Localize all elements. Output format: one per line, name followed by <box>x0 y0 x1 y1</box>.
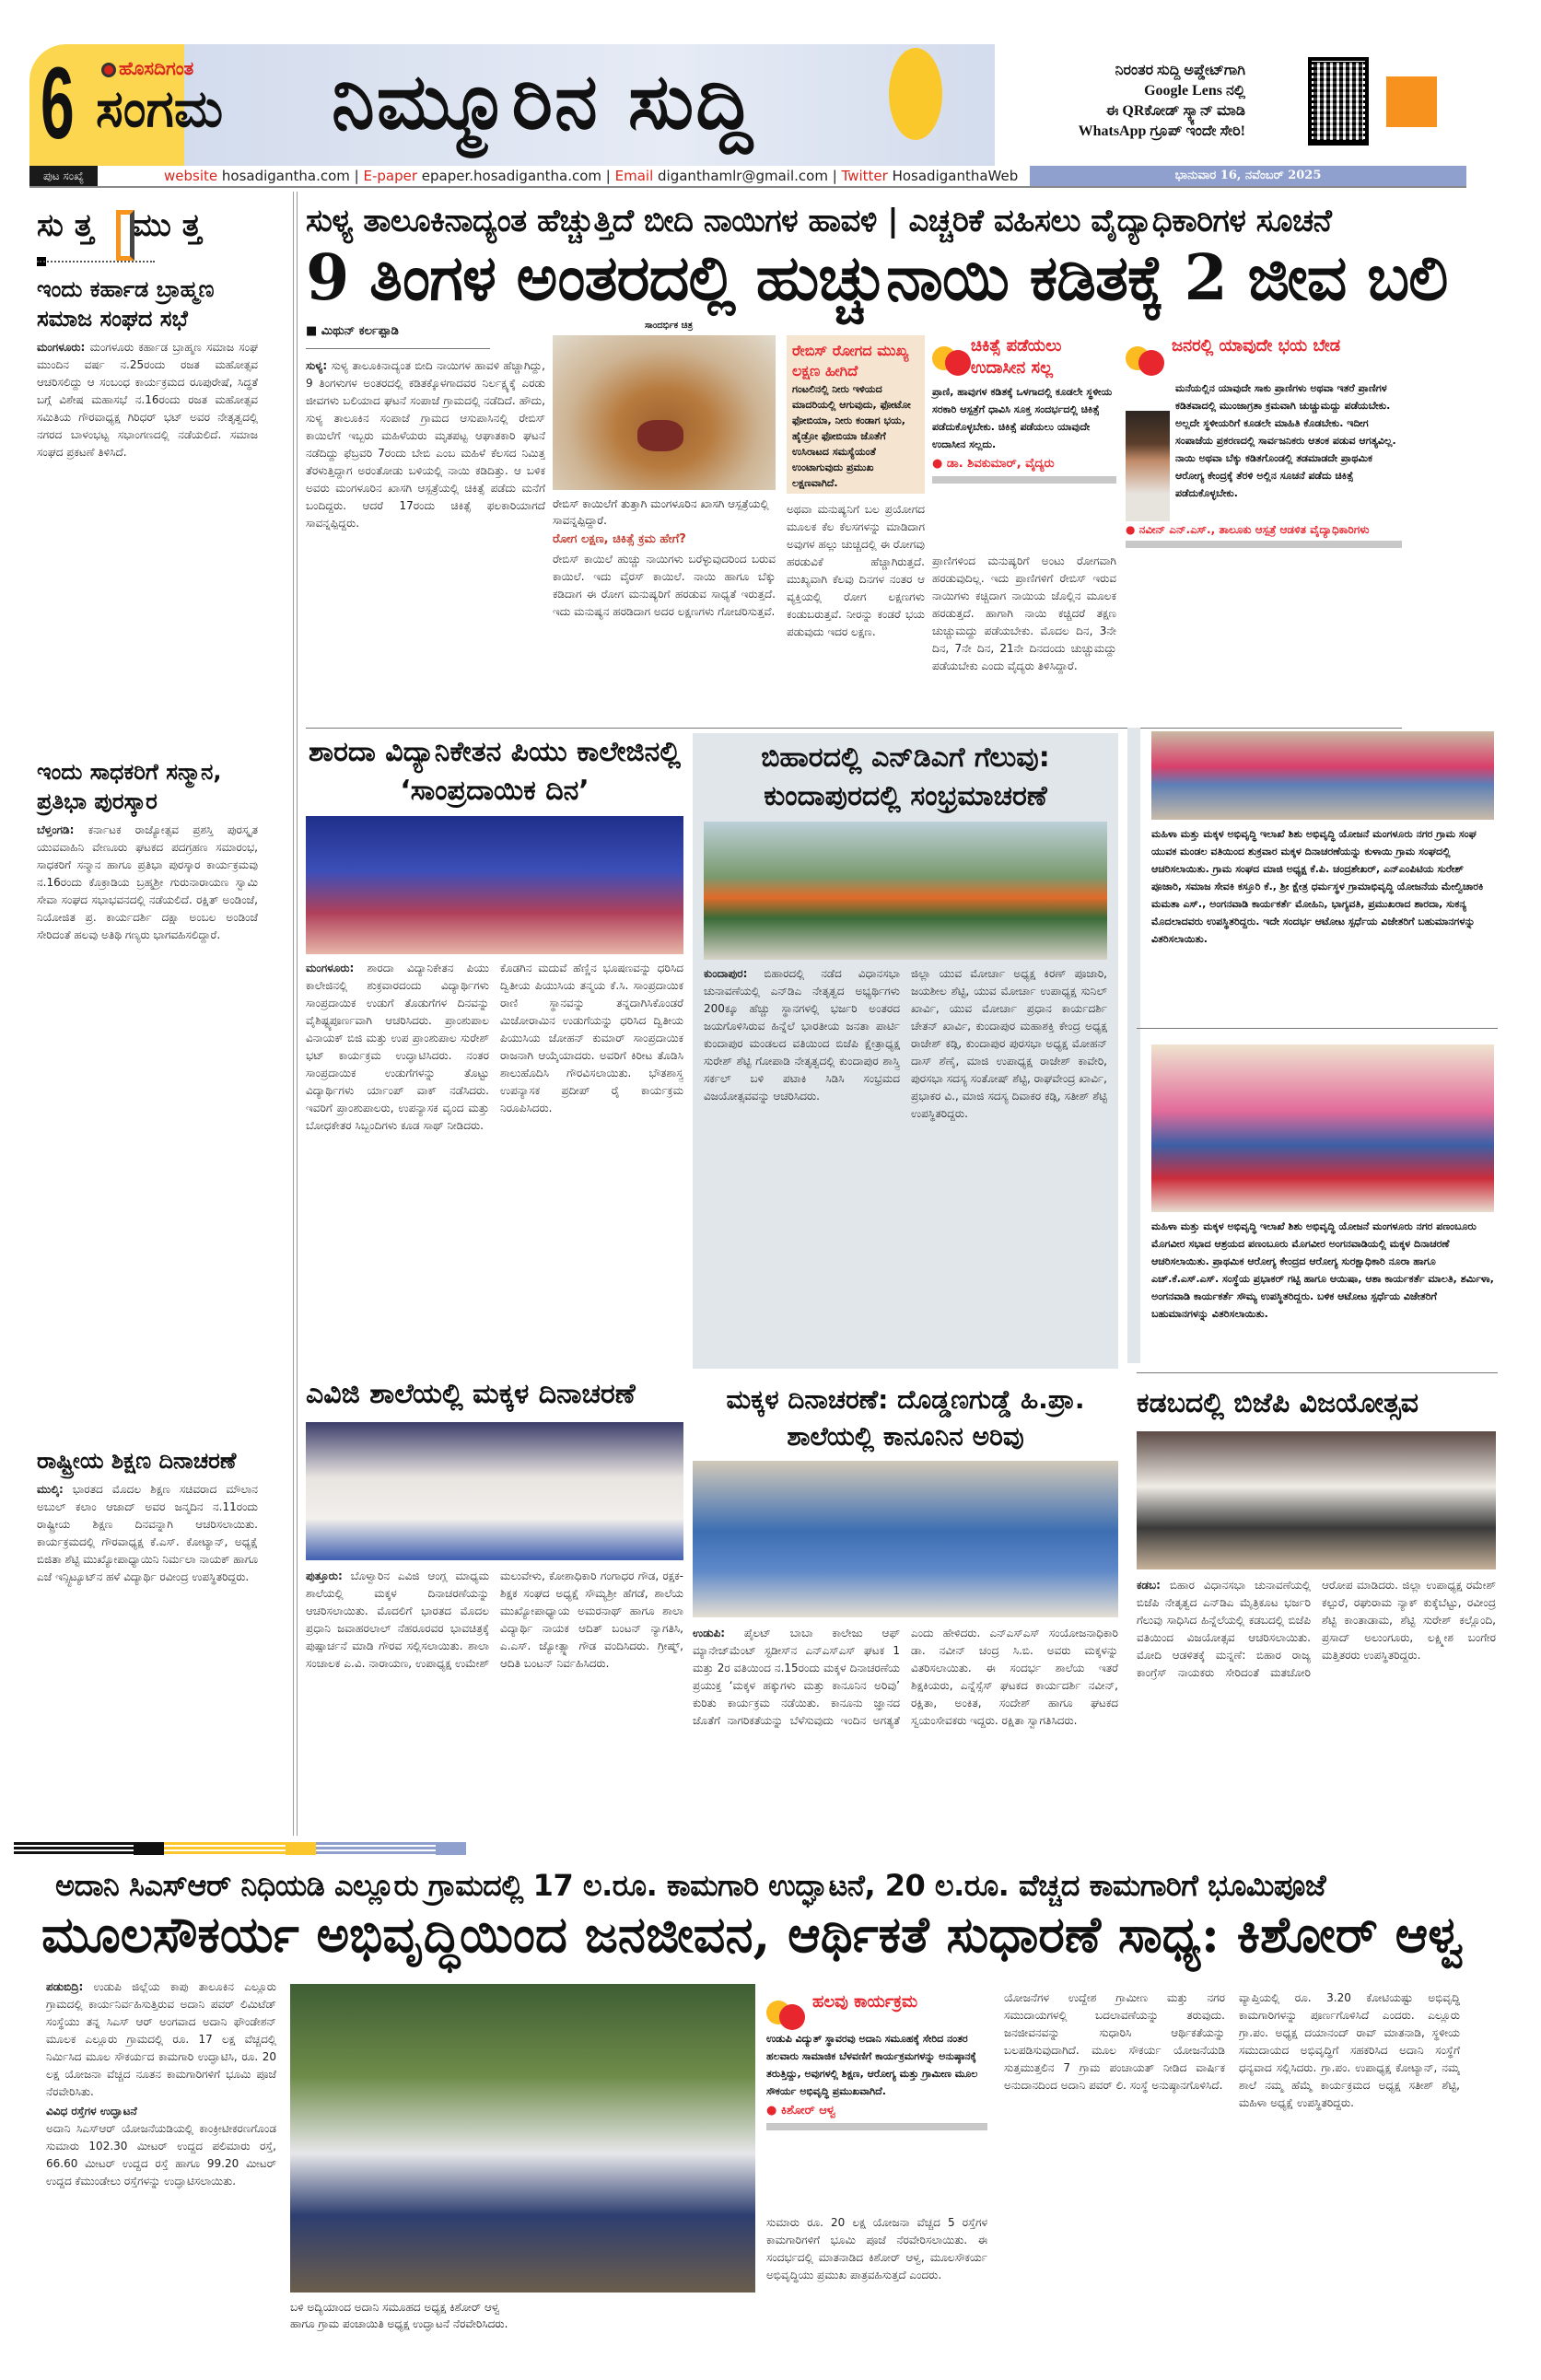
section-color-rule <box>14 1842 1405 1855</box>
section-title: ನಿಮ್ಮೂರಿನ ಸುದ್ದಿ <box>332 55 755 146</box>
story-headline: ಮಕ್ಕಳ ದಿನಾಚರಣೆ: ದೊಡ್ಡಣಗುಡ್ಡೆ ಹಿ.ಪ್ರಾ. ಶಾಲೆಯಲ್ಲಿ ಕಾನೂನಿನ ಅರಿವು <box>726 1384 1085 1452</box>
quote-doctor <box>932 335 1116 484</box>
subsection-heading: ವಿವಿಧ ರಸ್ತೆಗಳ ಉದ್ಘಾಟನೆ <box>46 2105 137 2118</box>
dog-photo <box>553 335 776 490</box>
celebration-photo <box>704 822 1107 960</box>
sun-decoration <box>889 48 942 140</box>
story-text: ಅದಾನಿ ಸಿಎಸ್‌ಆರ್ ಯೋಜನೆಯಡಿಯಲ್ಲಿ ಕಾಂಕ್ರೀಟೀಕರಣಗೊಂಡ ಸುಮಾರು 102.30 ಮೀಟರ್ ಉದ್ದದ ಪಲಿಮಾರು ರಸ್ತೆ, 66.60 ಮೀಟರ್ ಉದ್ದದ ರಸ್ತೆ ಹಾಗೂ 99.20 ಮೀಟರ್ ಉದ್ದದ ಕೆಮುಂಡೇಲು ರಸ್ತೆಗಳನ್ನು ಉದ್ಘಾಟಿಸಲಾಯಿತು. <box>46 2122 276 2188</box>
issue-date: ಭಾನುವಾರ 16, ನವೆಂಬರ್ 2025 <box>1030 166 1466 186</box>
quote-officer <box>1126 335 1402 548</box>
epaper-label: E-paper <box>363 168 418 184</box>
victory-photo <box>1137 1431 1496 1569</box>
website-link[interactable]: hosadigantha.com <box>221 168 350 184</box>
lead-body-2: ರೇಬಿಸ್ ಕಾಯಿಲೆ ಹುಚ್ಚು ನಾಯಿಗಳು ಬರೆಳ್ಳುವುದರಿಂದ ಬರುವ ಕಾಯಿಲೆ. ಇದು ವೈರಸ್ ಕಾಯಿಲೆ. ನಾಯಿ ಹಾಗೂ ಬೆಕ್ಕು ಕಡಿದಾಗ ಈ ರೋಗ ಮನುಷ್ಯರಿಗೆ ಹರಡುವ ಸಾಧ್ಯತೆ ಇರುತ್ತದೆ. ಇದು ಮನುಷ್ಯನ ಹರಡಿದಾಗ ಅದರ ಲಕ್ಷಣಗಳು ಗೋಚರಿಸುತ್ತವೆ. <box>553 553 776 618</box>
dateline: ಕುಂದಾಪುರ: <box>704 967 748 980</box>
anganwadi-item-2 <box>1151 1044 1494 1323</box>
door-icon <box>116 210 134 261</box>
school-photo <box>306 1422 683 1560</box>
story-text: ಬೊಳ್ವಾರಿನ ಎವಿಜಿ ಆಂಗ್ಲ ಮಾಧ್ಯಮ ಶಾಲೆಯಲ್ಲಿ ಮಕ್ಕಳ ದಿನಾಚರಣೆಯನ್ನು ಆಚರಿಸಲಾಯಿತು. ಮೊದಲಿಗೆ ಭಾರತದ ಮೊದಲ ಪ್ರಧಾನಿ ಜವಾಹರಲಾಲ್ ನೆಹರೂರವರ ಭಾವಚಿತ್ರಕ್ಕೆ ಪುಷ್ಪಾರ್ಚನೆ ಮಾಡಿ ಗೌರವ ಸಲ್ಲಿಸಲಾಯಿತು. ಶಾಲಾ ಸಂಚಾಲಕ ಎ.ವಿ. ನಾರಾಯಣ, ಉಪಾಧ್ಯಕ್ಷ ಉಮೇಶ್ ಮಲುವೇಳು, ಕೋಶಾಧಿಕಾರಿ ಗಂಗಾಧರ ಗೌಡ, ರಕ್ಷಕ-ಶಿಕ್ಷಕ ಸಂಘದ ಅಧ್ಯಕ್ಷೆ ಸೌಮ್ಯಶ್ರೀ ಹೆಗಡೆ, ಶಾಲೆಯ ಮುಖ್ಯೋಪಾಧ್ಯಾಯ ಅಮರನಾಥ್ ಹಾಗೂ ಶಾಲಾ ವಿದ್ಯಾರ್ಥಿ ನಾಯಕ ಆದಿತ್ ಬಂಟನ್ ನ್ಯಾಗತಿಸಿ, ಎ.ಎಸ್. ಜ್ಯೋತ್ಸ್ನಾ ಗೌಡ ವಂದಿಸಿದರು. ಗ್ರೀಷ್ಮ್, ಆದಿತಿ ಬಂಟನ್ ನಿರ್ವಹಿಸಿದರು. <box>306 1569 683 1670</box>
quote-title: ಚಿಕಿತ್ಸೆ ಪಡೆಯಲು ಉದಾಸೀನ ಸಲ್ಲ <box>970 336 1062 378</box>
dateline: ಮಂಗಳೂರು: <box>306 962 355 974</box>
dateline: ಮುಲ್ಕಿ: <box>37 1483 64 1496</box>
bottom-body <box>46 1978 276 2365</box>
dog-mouth <box>637 420 683 451</box>
supplement-name: ಸಂಗಮ <box>96 79 224 139</box>
quote-icon <box>1126 335 1166 376</box>
story-body <box>1137 1577 1496 1853</box>
dateline: ಮಂಗಳೂರು: <box>37 341 86 354</box>
story-kadaba <box>1137 1382 1496 1853</box>
qr-prompt-line: Google Lens ನಲ್ಲಿ <box>1144 83 1245 99</box>
story-bihar <box>693 733 1118 1369</box>
quote-icon <box>766 1989 807 2030</box>
divider <box>306 728 1402 729</box>
paper-tag: ಪುಟ ಸಂಖ್ಯೆ <box>29 166 98 186</box>
box-title: ರೇಬಿಸ್ ರೋಗದ ಮುಖ್ಯ ಲಕ್ಷಣ ಹೀಗಿದೆ <box>792 342 909 379</box>
qr-prompt-line: WhatsApp ಗ್ರೂಪ್ ಇಂದೇ ಸೇರಿ! <box>1078 123 1245 139</box>
bottom-headline: ಮೂಲಸೌಕರ್ಯ ಅಭಿವೃದ್ಧಿಯಿಂದ ಜನಜೀವನ, ಆರ್ಥಿಕತೆ ಸುಧಾರಣೆ ಸಾಧ್ಯ: ಕಿಶೋರ್ ಆಳ್ವ <box>41 1905 1465 1964</box>
left-story-3 <box>37 1446 258 1586</box>
story-headline: ರಾಷ್ಟ್ರೀಯ ಶಿಕ್ಷಣ ದಿನಾಚರಣೆ <box>37 1448 237 1474</box>
dateline: ಪಡುಬಿದ್ರಿ: <box>46 1980 84 1993</box>
qr-prompt <box>1041 61 1245 142</box>
story-headline: ಇಂದು ಕರ್ಹಾಡ ಬ್ರಾಹ್ಮಣ ಸಮಾಜ ಸಂಘದ ಸಭೆ <box>37 276 215 332</box>
story-text: ಶಾರದಾ ವಿದ್ಯಾನಿಕೇತನ ಪಿಯು ಕಾಲೇಜಿನಲ್ಲಿ ಶುಕ್ರವಾರದಂದು ವಿದ್ಯಾರ್ಥಿಗಳು ಸಾಂಪ್ರದಾಯಿಕ ಉಡುಗೆ ತೊಡುಗೆಗಳ ದಿನವನ್ನು ವೈಶಿಷ್ಟ್ಯಪೂರ್ಣವಾಗಿ ಆಚರಿಸಿದರು. ಪ್ರಾಂಶುಪಾಲ ವಿನಾಯಕ್ ಬಿಜಿ ಮತ್ತು ಉಪ ಪ್ರಾಂಶುಪಾಲ ಸುರೇಶ್ ಭಟ್ ಕಾರ್ಯಕ್ರಮ ಉದ್ಘಾಟಿಸಿದರು. ನಂತರ ಸಾಂಪ್ರದಾಯಿಕ ಉಡುಗೆಗಳನ್ನು ತೊಟ್ಟು ವಿದ್ಯಾರ್ಥಿಗಳು ರ್ಯಾಂಪ್ ವಾಕ್ ನಡೆಸಿದರು. ಇವರಿಗೆ ಪ್ರಾಂಶುಪಾಲರು, ಉಪನ್ಯಾಸಕ ವೃಂದ ಮತ್ತು ಬೋಧಕೇತರ ಸಿಬ್ಬಂದಿಗಳು ಕೂಡ ಸಾಥ್ ನೀಡಿದರು. <box>306 962 489 1132</box>
divider <box>932 476 1116 484</box>
qr-prompt-line: ಈ QRಕೋಡ್ ಸ್ಕ್ಯಾನ್ ಮಾಡಿ <box>1105 103 1245 119</box>
lead-body-3: ಅಥವಾ ಮನುಷ್ಯನಿಗೆ ಬಲ ಪ್ರಯೋಗದ ಮೂಲಕ ಕೆಲ ಕೆಲಸಗಳನ್ನು ಮಾಡಿದಾಗ ಅವುಗಳ ಹಲ್ಲು ಚುಚ್ಚಿದಲ್ಲಿ ಈ ರೋಗವು ಹರಡುವಿಕೆ ಹೆಚ್ಚಾಗಿರುತ್ತದೆ. ಮುಖ್ಯವಾಗಿ ಕೆಲವು ದಿನಗಳ ನಂತರ ಆ ವ್ಯಕ್ತಿಯಲ್ಲಿ ರೋಗ ಲಕ್ಷಣಗಳು ಕಂಡುಬರುತ್ತವೆ. ನೀರನ್ನು ಕಂಡರೆ ಭಯ ಪಡುವುದು ಇದರ ಲಕ್ಷಣ. <box>787 503 925 638</box>
bottom-body-5: ವ್ಯಾಪ್ತಿಯಲ್ಲಿ ರೂ. 3.20 ಕೋಟಿಯಷ್ಟು ಅಭಿವೃದ್ಧಿ ಕಾಮಗಾರಿಗಳನ್ನು ಪೂರ್ಣಗೊಳಿಸಿದೆ ಎಂದರು. ಎಲ್ಲೂರು ಗ್ರಾ.ಪಂ. ಅಧ್ಯಕ್ಷ ದಯಾನಂದ್ ರಾವ್ ಮಾತನಾಡಿ, ಸ್ಥಳೀಯ ಸಮುದಾಯದ ಅಭಿವೃದ್ಧಿಗೆ ಸಹಕರಿಸಿದ ಅದಾನಿ ಸಂಸ್ಥೆಗೆ ಧನ್ಯವಾದ ಸಲ್ಲಿಸಿದರು. ಗ್ರಾ.ಪಂ. ಉಪಾಧ್ಯಕ್ಷ ಕೋಟ್ಯಾನ್, ನಮ್ಮ ಶಾಲೆ ನಮ್ಮ ಹೆಮ್ಮೆ ಕಾರ್ಯಕ್ರಮದ ಅಧ್ಯಕ್ಷ ಸತೀಶ್ ಶೆಟ್ಟಿ, ಮಹಿಳಾ ಅಧ್ಯಕ್ಷೆ ಉಪಸ್ಥಿತರಿದ್ದರು. <box>1239 1991 1460 2109</box>
quote-title: ಹಲವು ಕಾರ್ಯಕ್ರಮ <box>812 1992 918 2012</box>
story-sharada <box>306 733 683 1241</box>
children-photo <box>1151 1044 1494 1212</box>
dateline: ಉಡುಪಿ: <box>693 1627 726 1639</box>
story-headline: ಬಿಹಾರದಲ್ಲಿ ಎನ್‌ಡಿಎಗೆ ಗೆಲುವು: ಕುಂದಾಪುರದಲ್ಲಿ ಸಂಭ್ರಮಾಚರಣೆ <box>761 741 1050 812</box>
photo-caption: ಬಳಿ ಅದ್ಯಿಯಾಂದ ಅದಾನಿ ಸಮೂಹದ ಅಧ್ಯಕ್ಷ ಕಿಶೋರ್ ಆಳ್ವ ಹಾಗೂ ಗ್ರಾಮ ಪಂಚಾಯಿತಿ ಅಧ್ಯಕ್ಷ ಉದ್ಘಾಟನೆ ನೆರವೇರಿಸಿದರು. <box>290 2301 508 2330</box>
story-headline: ಕಡಬದಲ್ಲಿ ಬಿಜೆಪಿ ವಿಜಯೋತ್ಸವ <box>1137 1387 1419 1419</box>
subsection-heading: ರೋಗ ಲಕ್ಷಣ, ಚಿಕಿತ್ಸೆ ಕ್ರಮ ಹೇಗೆ? <box>553 532 686 546</box>
qr-prompt-line: ನಿರಂತರ ಸುದ್ದಿ ಅಪ್ಡೇಟ್‌ಗಾಗಿ <box>1115 63 1245 78</box>
email-label: Email <box>614 168 654 184</box>
logo-right: ಮು ತ್ತ <box>131 207 202 244</box>
story-doddanagudde <box>693 1382 1118 1869</box>
dateline: ಬೆಳ್ತಂಗಡಿ: <box>37 823 75 836</box>
children-photo <box>1151 731 1494 820</box>
logo-icon <box>101 63 116 77</box>
photo-credit: ಸಾಂದರ್ಭಿಕ ಚಿತ್ರ <box>645 321 694 331</box>
story-text: ಭಾರತದ ಮೊದಲ ಶಿಕ್ಷಣ ಸಚಿವರಾದ ಮೌಲಾನ ಅಬುಲ್ ಕಲಾಂ ಆಜಾದ್ ಅವರ ಜನ್ಮದಿನ ನ.11ರಂದು ರಾಷ್ಟ್ರೀಯ ಶಿಕ್ಷಣ ದಿನವನ್ನಾಗಿ ಆಚರಿಸಲಾಯಿತು. ಕಾರ್ಯಕ್ರಮದಲ್ಲಿ ಗೌರವಾಧ್ಯಕ್ಷ ಕೆ.ಎಸ್. ಕೋಟ್ಯಾನ್, ಅಧ್ಯಕ್ಷೆ ಬಿಜಿತಾ ಶೆಟ್ಟಿ ಮುಖ್ಯೋಪಾಧ್ಯಾಯಿನಿ ನಿರ್ಮಲಾ ನಾಯಕ್ ಹಾಗೂ ಎಜೆ ಇನ್ಸ್ಟಿಟ್ಯೂಟ್‌ನ ಹಳೆ ವಿದ್ಯಾರ್ಥಿ ರವೀಂದ್ರ ಉಪಸ್ಥಿತರಿದ್ದರು. <box>37 1483 258 1583</box>
quote-attribution: ● ಕಿಶೋರ್ ಆಳ್ವ <box>766 2104 836 2118</box>
bottom-body-3: ಸುಮಾರು ರೂ. 20 ಲಕ್ಷ ಯೋಜನಾ ವೆಚ್ಚದ 5 ರಸ್ತೆಗಳ ಕಾಮಗಾರಿಗಳಿಗೆ ಭೂಮಿ ಪೂಜೆ ನೆರವೇರಿಸಲಾಯಿತು. ಈ ಸಂದರ್ಭದಲ್ಲಿ ಮಾತನಾಡಿದ ಕಿಶೋರ್ ಆಳ್ವ, ಮೂಲಸೌಕರ್ಯ ಅಭಿವೃದ್ಧಿಯು ಪ್ರಮುಖ ಪಾತ್ರವಹಿಸುತ್ತದೆ ಎಂದರು. <box>766 2216 987 2281</box>
story-text: ಬಿಹಾರದಲ್ಲಿ ನಡೆದ ವಿಧಾನಸಭಾ ಚುನಾವಣೆಯಲ್ಲಿ ಎನ್‌ಡಿಎ ನೇತೃತ್ವದ ಅಭ್ಯರ್ಥಿಗಳು 200ಕ್ಕೂ ಹೆಚ್ಚು ಸ್ಥಾನಗಳಲ್ಲಿ ಭರ್ಜರಿ ಅಂತರದ ಜಯಗೊಳಿಸಿರುವ ಹಿನ್ನೆಲೆ ಭಾರತೀಯ ಜನತಾ ಪಾರ್ಟಿ ಕುಂದಾಪುರ ಮಂಡಲದ ವತಿಯಿಂದ ಬಿಜೆಪಿ ಕ್ಷೇತ್ರಾಧ್ಯಕ್ಷ ಸುರೇಶ್ ಶೆಟ್ಟಿ ಗೋಪಾಡಿ ನೇತೃತ್ವದಲ್ಲಿ ಕುಂದಾಪುರ ಶಾಸ್ತ್ರಿ ಸರ್ಕಲ್ ಬಳಿ ಪಟಾಕಿ ಸಿಡಿಸಿ ಸಂಭ್ರಮದ ವಿಜಯೋತ್ಸವವನ್ನು ಆಚರಿಸಿದರು. <box>704 967 900 1102</box>
inauguration-photo <box>290 1984 755 2292</box>
quote-text: ಪ್ರಾಣಿ, ಹಾವುಗಳ ಕಡಿತಕ್ಕೆ ಒಳಗಾದಲ್ಲಿ ಕೂಡಲೇ ಸ್ಥಳೀಯ ಸರಕಾರಿ ಆಸ್ಪತ್ರೆಗೆ ಧಾವಿಸಿ ಸೂಕ್ತ ಸಂದರ್ಭದಲ್ಲಿ ಚಿಕಿತ್ಸೆ ಪಡೆದುಕೊಳ್ಳಬೇಕು. ಚಿಕಿತ್ಸೆ ಪಡೆಯಲು ಯಾವುದೇ ಉದಾಸೀನ ಸಲ್ಲದು. <box>932 386 1113 450</box>
suttamutta-logo <box>37 207 267 267</box>
story-text: ಪೈಲಟ್ ಬಾಬಾ ಕಾಲೇಜು ಆಫ್ ಮ್ಯಾನೇಜ್‌ಮೆಂಟ್ ಸ್ಟಡೀಸ್‌ನ ಎನ್‌ಎಸ್‌ಎಸ್ ಘಟಕ 1 ಮತ್ತು 2ರ ವತಿಯಿಂದ ನ.15ರಂದು ಮಕ್ಕಳ ದಿನಾಚರಣೆಯ ಪ್ರಯುಕ್ತ ‘ಮಕ್ಕಳ ಹಕ್ಕುಗಳು ಮತ್ತು ಕಾನೂನಿನ ಅರಿವು’ ಕುರಿತು ಕಾರ್ಯಕ್ರಮ ನಡೆಯಿತು. ಕಾನೂನು ಜ್ಞಾನದ ಜೊತೆಗೆ ನಾಗರಿಕತೆಯನ್ನು ಬೆಳೆಸುವುದು ಇಂದಿನ ಅಗತ್ಯತೆ ಎಂದು ಹೇಳಿದರು. ಎನ್‌ಎಸ್‌ಎಸ್ ಸಂಯೋಜನಾಧಿಕಾರಿ ಡಾ. ನವೀನ್ ಚಂದ್ರ ಸಿ.ಬಿ. ಅವರು ಮಕ್ಕಳನ್ನು ವಿತರಿಸಲಾಯಿತು. ಈ ಸಂದರ್ಭ ಶಾಲೆಯ ಇತರೆ ಶಿಕ್ಷಕಿಯರು, ಎನ್ನೆಸ್ಸೆಸ್ ಘಟಕದ ಕಾರ್ಯದರ್ಶಿ ನವೀನ್, ರಕ್ಷಿತಾ, ಅಂಕಿತ, ಸಂದೇಶ್ ಹಾಗೂ ಘಟಕದ ಸ್ವಯಂಸೇವಕರು ಇದ್ದರು. ರಕ್ಷಿತಾ ಸ್ವಾಗತಿಸಿದರು. <box>693 1627 1118 1727</box>
divider <box>29 186 1466 188</box>
story-headline: ಶಾರದಾ ವಿದ್ಯಾನಿಕೇತನ ಪಿಯು ಕಾಲೇಜಿನಲ್ಲಿ ‘ಸಾಂಪ್ರದಾಯಿಕ ದಿನ’ <box>308 736 682 807</box>
story-body <box>37 822 258 944</box>
divider <box>1137 1372 1498 1373</box>
story-text: ಸುಳ್ಯ ತಾಲೂಕಿನಾದ್ಯಂತ ಬೀದಿ ನಾಯಿಗಳ ಹಾವಳಿ ಹೆಚ್ಚಾಗಿದ್ದು, 9 ತಿಂಗಳುಗಳ ಅಂತರದಲ್ಲಿ ಕಡಿತಕ್ಕೊಳಗಾದವರ ನಿರ್ಲಕ್ಷ್ಯಕ್ಕೆ ಎರಡು ಜೀವಗಳು ಬಲಿಯಾದ ಘಟನೆ ಸಂಪಾಜೆ ಗ್ರಾಮದಲ್ಲಿ ನಡೆದಿದೆ. ಹೌದು, ಸುಳ್ಯ ತಾಲೂಕಿನ ಸಂಪಾಜೆ ಗ್ರಾಮದ ಆಸುಪಾಸಿನಲ್ಲಿ ರೇಬಿಸ್ ಕಾಯಿಲೆಗೆ ಇಬ್ಬರು ಮಹಿಳೆಯರು ಮೃತಪಟ್ಟ ಆಘಾತಕಾರಿ ಘಟನೆ ನಡೆದಿದ್ದು ಫೆಬ್ರವರಿ 7ರಂದು ಬೇಬಿ ಎಂಬ ಮಹಿಳೆ ಕೆಲಸದ ನಿಮಿತ್ತ ತೆರಳುತ್ತಿದ್ದಾಗ ಅರಂತೋಡು ಬಳಿಯಲ್ಲಿ ನಾಯಿ ಕಡಿದಿತ್ತು. ಆ ಬಳಿಕ ಅವರು ಮಂಗಳೂರಿನ ಖಾಸಗಿ ಆಸ್ಪತ್ರೆಯಲ್ಲಿ ಚಿಕಿತ್ಸೆ ಪಡೆದು ಮನೆಗೆ ಬಂದಿದ್ದರು. ಆದರೆ 17ರಂದು ಚಿಕಿತ್ಸೆ ಫಲಕಾರಿಯಾಗದೆ ಸಾವನ್ನಪ್ಪಿದ್ದರು. <box>306 359 545 530</box>
quote-title: ಜನರಲ್ಲಿ ಯಾವುದೇ ಭಯ ಬೇಡ <box>1172 336 1341 356</box>
column-divider <box>293 192 298 1836</box>
attribution-text: ನವೀನ್ ಎನ್.ಎಸ್., ತಾಲೂಕು ಆಸ್ಪತ್ರೆ ಆಡಳಿತ ವೈದ್ಯಾಧಿಕಾರಿಗಳು <box>1138 523 1370 536</box>
logo-left: ಸು ತ್ತ <box>37 207 94 244</box>
photo-caption: ಮಹಿಳಾ ಮತ್ತು ಮಕ್ಕಳ ಅಭಿವೃದ್ಧಿ ಇಲಾಖೆ ಶಿಶು ಅಭಿವೃದ್ಧಿ ಯೋಜನೆ ಮಂಗಳೂರು ನಗರ ಪಣಂಬೂರು ಮೊಗವೀರ ಸಭಾದ ಆಶ್ರಯದ ಪಣಂಬೂರು ಮೊಗವೀರ ಅಂಗನವಾಡಿಯಲ್ಲಿ ಮಕ್ಕಳ ದಿನಾಚರಣೆ ಆಚರಿಸಲಾಯಿತು. ಪ್ರಾಥಮಿಕ ಆರೋಗ್ಯ ಕೇಂದ್ರದ ಆರೋಗ್ಯ ಸುರಕ್ಷಾಧಿಕಾರಿ ನೂರಾ ಹಾಗೂ ಎಚ್.ಕೆ.ಎಸ್.ಎಸ್. ಸಂಸ್ಥೆಯ ಪ್ರಭಾಕರ್ ಗಟ್ಟಿ ಹಾಗೂ ಆಯಿಷಾ, ಆಶಾ ಕಾರ್ಯಕರ್ತೆ ಮಾಲತಿ, ಶರ್ಮಿಳಾ, ಅಂಗನವಾಡಿ ಕಾರ್ಯಕರ್ತೆ ಸೌಮ್ಯ ಉಪಸ್ಥಿತರಿದ್ದರು. ಬಳಿಕ ಆಟೋಟ ಸ್ಪರ್ಧೆಯ ವಿಜೇತರಿಗೆ ಬಹುಮಾನಗಳನ್ನು ವಿತರಿಸಲಾಯಿತು. <box>1151 1220 1494 1320</box>
story-text: ಕರ್ನಾಟಕ ರಾಜ್ಯೋತ್ಸವ ಪ್ರಶಸ್ತಿ ಪುರಸ್ಕೃತ ಯುವವಾಹಿನಿ ವೇಣೂರು ಘಟಕದ ಪದಗ್ರಹಣ ಸಮಾರಂಭ, ಸಾಧಕರಿಗೆ ಸನ್ಮಾನ ಹಾಗೂ ಪ್ರತಿಭಾ ಪುರಸ್ಕಾರ ಕಾರ್ಯಕ್ರಮವು ನ.16ರಂದು ಕೊಕ್ರಾಡಿಯ ಬ್ರಹ್ಮಶ್ರೀ ಗುರುನಾರಾಯಣ ಸ್ವಾಮಿ ಸೇವಾ ಸಂಘದ ಸಭಾಭವನದಲ್ಲಿ ನಡೆಯಲಿದೆ. ರಕ್ಷಿತ್ ಅಂಡಿಂಜೆ, ನಿಯೋಜಿತ ಪ್ರ. ಕಾರ್ಯದರ್ಶಿ ದಕ್ಷಾ ಅಂಬಲ ಅಂಡಿಂಜೆ ಸೇರಿದಂತೆ ಹಲವು ಅತಿಥಿ ಗಣ್ಯರು ಭಾಗವಹಿಸಲಿದ್ದಾರೆ. <box>37 823 258 941</box>
story-text: ಬಿಹಾರ ವಿಧಾನಸಭಾ ಚುನಾವಣೆಯಲ್ಲಿ ಬಿಜೆಪಿ ನೇತೃತ್ವದ ಎನ್‌ಡಿಎ ಮೈತ್ರಿಕೂಟ ಭರ್ಜರಿ ಗೆಲುವು ಸಾಧಿಸಿದ ಹಿನ್ನೆಲೆಯಲ್ಲಿ ಕಡಬದಲ್ಲಿ ಬಿಜೆಪಿ ವತಿಯಿಂದ ವಿಜಯೋತ್ಸವ ಆಚರಿಸಲಾಯಿತು. ಮೋದಿ ಆಡಳಿತಕ್ಕೆ ಮನ್ನಣೆ: ಬಿಹಾರ ರಾಜ್ಯ ಕಾಂಗ್ರೆಸ್ ನಾಯಕರು ಸೇರಿದಂತೆ ಮತಚೋರಿ ಆರೋಪ ಮಾಡಿದರು. ಜಿಲ್ಲಾ ಉಪಾಧ್ಯಕ್ಷ ರಮೇಶ್ ಕಲ್ಪುರೆ, ರಘುರಾಮ ನ್ಯಾಕ್ ಕುಕ್ಕೆಬೆಟ್ಟು, ರವೀಂದ್ರ ಶೆಟ್ಟಿ ಕಾಂತಾಡಾಮ, ಶೆಟ್ಟಿ ಸುರೇಶ್ ಕಲ್ಲೊಂದಿ, ಪ್ರಸಾದ್ ಅಲುಂಗೂರು, ಲಕ್ಷ್ಮೀಶ ಬಂಗೇರ ಮತ್ತಿತರರು ಉಪಸ್ಥಿತರಿದ್ದರು. <box>1137 1579 1496 1679</box>
story-headline: ಇಂದು ಸಾಧಕರಿಗೆ ಸನ್ಮಾನ, ಪ್ರತಿಭಾ ಪುರಸ್ಕಾರ <box>37 759 222 814</box>
epaper-link[interactable]: epaper.hosadigantha.com <box>421 168 602 184</box>
quote-attribution: ● ನವೀನ್ ಎನ್.ಎಸ್., ತಾಲೂಕು ಆಸ್ಪತ್ರೆ ಆಡಳಿತ ವೈದ್ಯಾಧಿಕಾರಿಗಳು <box>1126 523 1370 536</box>
email-link[interactable]: diganthamlr@gmail.com <box>658 168 828 184</box>
officer-photo <box>1126 411 1170 521</box>
story-text: ಮಂಗಳೂರು ಕರ್ಹಾಡ ಬ್ರಾಹ್ಮಣ ಸಮಾಜ ಸಂಘ ಮುಂದಿನ ವರ್ಷ ನ.25ರಂದು ರಜತ ಮಹೋತ್ಸವ ಆಚರಿಸಲಿದ್ದು ಆ ಸಂಬಂಧ ಕಾರ್ಯಕ್ರಮದ ರೂಪುರೇಷೆ, ಸಿದ್ಧತೆ ಬಗ್ಗೆ ವಿಶೇಷ ಮಹಾಸಭೆ ನ.16ರಂದು ರಜತ ಮಹೋತ್ಸವ ಸಮಿತಿಯ ಗೌರವಾಧ್ಯಕ್ಷ ಗಿರಿಧರ್ ಭಟ್ ಅವರ ನೇತೃತ್ವದಲ್ಲಿ ನಗರದ ಬಾಳಂಭಟ್ಟ ಸಭಾಂಗಣದಲ್ಲಿ ನಡೆಯಲಿದೆ. ಸಮಾಜ ಸಂಘದ ಪ್ರಕಟಣೆ ತಿಳಿಸಿದೆ. <box>37 341 258 459</box>
dateline: ಕಡಬ: <box>1137 1579 1161 1592</box>
dateline: ಪುತ್ತೂರು: <box>306 1569 343 1582</box>
story-avg-school <box>306 1372 683 1853</box>
story-body-2: ಕೊಡಗಿನ ಮದುವೆ ಹೆಣ್ಣಿನ ಭೂಷಣವನ್ನು ಧರಿಸಿದ ದ್ವಿತೀಯ ಪಿಯುಸಿಯ ತನ್ಮಯ ಕೆ.ಸಿ. ಸಾಂಪ್ರದಾಯಿಕ ರಾಣಿ ಸ್ಥಾನವನ್ನು ತನ್ನದಾಗಿಸಿಕೊಂಡರೆ ಮಿಜೋರಾಮಿನ ಉಡುಗೆಯನ್ನು ಧರಿಸಿದ ದ್ವಿತೀಯ ಪಿಯುಸಿಯ ಜೋಹನ್ ಕುಮಾರ್ ಸಾಂಪ್ರದಾಯಿಕ ರಾಜನಾಗಿ ಆಯ್ಕೆಯಾದರು. ಅವರಿಗೆ ಕಿರೀಟ ತೊಡಿಸಿ ಶಾಲುಹೊದಿಸಿ ಗೌರವಿಸಲಾಯಿತು. ಭೌತಶಾಸ್ತ್ರ ಉಪನ್ಯಾಸಕ ಪ್ರದೀಪ್ ರೈ ಕಾರ್ಯಕ್ರಮ ನಿರೂಪಿಸಿದರು. <box>500 962 683 1114</box>
bottom-body-4: ಯೋಜನೆಗಳ ಉದ್ದೇಶ ಗ್ರಾಮೀಣ ಮತ್ತು ನಗರ ಸಮುದಾಯಗಳಲ್ಲಿ ಬದಲಾವಣೆಯನ್ನು ತರುವುದು. ಜನಜೀವನವನ್ನು ಸುಧಾರಿಸಿ ಆರ್ಥಿಕತೆಯನ್ನು ಬಲಪಡಿಸುವುದಾಗಿದೆ. ಮೂಲ ಸೌಕರ್ಯ ಯೋಜನೆಯಡಿ ಸುತ್ತಮುತ್ತಲಿನ 7 ಗ್ರಾಮ ಪಂಚಾಯತ್ ನೀಡಿದ ವಾರ್ಷಿಕ ಅನುದಾನದಿಂದ ಅದಾನಿ ಪವರ್ ಲಿ. ಸಂಸ್ಥೆ ಅನುಷ್ಠಾನಗೊಳಿಸಿದೆ. <box>1004 1991 1225 2092</box>
twitter-link[interactable]: HosadiganthaWeb <box>892 168 1019 184</box>
orange-block <box>1386 76 1437 127</box>
photo-caption: ರೇಬಿಸ್ ಕಾಯಿಲೆಗೆ ತುತ್ತಾಗಿ ಮಂಗಳೂರಿನ ಖಾಸಗಿ ಆಸ್ಪತ್ರೆಯಲ್ಲಿ ಸಾವನ್ನಪ್ಪಿದ್ದಾರೆ. <box>553 497 769 527</box>
story-body <box>306 960 489 1241</box>
divider <box>1137 1028 1498 1029</box>
box-text: ಗಂಟಲಿನಲ್ಲಿ ನೀರು ಇಳಿಯದ ಮಾದರಿಯಲ್ಲಿ ಆಗುವುದು, ಫೋಟೋ ಫೋಬಿಯಾ, ನೀರು ಕಂಡಾಗ ಭಯ, ಹೈಡ್ರೋ ಫೋಬಿಯಾ ಜೊತೆಗೆ ಉಸಿರಾಟದ ಸಮಸ್ಯೆಯಂತೆ ಉಂಟಾಗುವುದು ಪ್ರಮುಖ ಲಕ್ಷಣವಾಗಿದೆ. <box>792 383 911 489</box>
story-headline: ಎವಿಜಿ ಶಾಲೆಯಲ್ಲಿ ಮಕ್ಕಳ ದಿನಾಚರಣೆ <box>306 1378 636 1410</box>
quote-kishore <box>766 1989 987 2130</box>
photo-caption: ಮಹಿಳಾ ಮತ್ತು ಮಕ್ಕಳ ಅಭಿವೃದ್ಧಿ ಇಲಾಖೆ ಶಿಶು ಅಭಿವೃದ್ಧಿ ಯೋಜನೆ ಮಂಗಳೂರು ನಗರ ಗ್ರಾಮ ಸಂಘ ಯುವಕ ಮಂಡಲ ವತಿಯಿಂದ ಶುಕ್ರವಾರ ಮಕ್ಕಳ ದಿನಾಚರಣೆಯನ್ನು ಕುಳಾಯಿ ಗ್ರಾಮ ಸಂಘದಲ್ಲಿ ಆಚರಿಸಲಾಯಿತು. ಗ್ರಾಮ ಸಂಘದ ಮಾಜಿ ಅಧ್ಯಕ್ಷ ಕೆ.ಪಿ. ಚಂದ್ರಶೇಖರ್, ಎನ್‌ಎಂಪಿಟಿಯ ಸುರೇಶ್ ಪೂಜಾರಿ, ಸಮಾಜ ಸೇವಕಿ ಕಸ್ತೂರಿ ಕೆ., ಶ್ರೀ ಕ್ಷೇತ್ರ ಧರ್ಮಸ್ಥಳ ಗ್ರಾಮಾಭಿವೃದ್ಧಿ ಯೋಜನೆಯ ಮೇಲ್ವಿಚಾರಕಿ ಮಮತಾ ಎಸ್., ಅಂಗನವಾಡಿ ಕಾರ್ಯಕರ್ತೆ ಮೋಹಿನಿ, ಭಾಗ್ಯವತಿ, ಪ್ರಮುಖರಾದ ಶಾರದಾ, ಸುಕನ್ಯ ಮೊದಲಾದವರು ಉಪಸ್ಥಿತರಿದ್ದರು. ಇದೇ ಸಂದರ್ಭ ಆಟೋಟ ಸ್ಪರ್ಧೆಯ ವಿಜೇತರಿಗೆ ಬಹುಮಾನಗಳನ್ನು ವಿತರಿಸಲಾಯಿತು. <box>1151 828 1484 945</box>
story-body-2: ಜಿಲ್ಲಾ ಯುವ ಮೋರ್ಚಾ ಅಧ್ಯಕ್ಷ ಕಿರಣ್ ಪೂಜಾರಿ, ಜಯಶೀಲ ಶೆಟ್ಟಿ, ಯುವ ಮೋರ್ಚಾ ಉಪಾಧ್ಯಕ್ಷ ಸುನಿಲ್ ಖಾರ್ವಿ, ಯುವ ಮೋರ್ಚಾ ಪ್ರಧಾನ ಕಾರ್ಯದರ್ಶಿ ಚೇತನ್ ಖಾರ್ವಿ, ಕುಂದಾಪುರ ಮಹಾಶಕ್ತಿ ಕೇಂದ್ರ ಅಧ್ಯಕ್ಷ ರಾಜೇಶ್ ಕಡ್ಗಿ, ಕುಂದಾಪುರ ಪುರಸಭಾ ಅಧ್ಯಕ್ಷ ಮೋಹನ್ ದಾಸ್ ಶೆಣೈ, ಮಾಜಿ ಉಪಾಧ್ಯಕ್ಷ ರಾಜೇಶ್ ಕಾವೇರಿ, ಪುರಸಭಾ ಸದಸ್ಯ ಸಂತೋಷ್ ಶೆಟ್ಟಿ, ರಾಘವೇಂದ್ರ ಖಾರ್ವಿ, ಪ್ರಭಾಕರ ವಿ., ಮಾಜಿ ಸದಸ್ಯ ದಿವಾಕರ ಕಡ್ಗಿ, ಸತೀಶ್ ಶೆಟ್ಟಿ ಉಪಸ್ಥಿತರಿದ್ದರು. <box>911 967 1107 1120</box>
story-body <box>37 1481 258 1586</box>
lead-headline: 9 ತಿಂಗಳ ಅಂತರದಲ್ಲಿ ಹುಚ್ಚುನಾಯಿ ಕಡಿತಕ್ಕೆ 2 ಜೀವ ಬಲಿ <box>306 241 1448 315</box>
website-label: website <box>164 168 218 184</box>
byline: ■ ಮಿಥುನ್ ಕರ್ಲಪ್ಪಾಡಿ <box>306 324 399 338</box>
story-body <box>306 1568 683 1853</box>
paper-logo <box>101 57 193 79</box>
lead-body <box>306 357 545 726</box>
story-body <box>693 1625 1118 1869</box>
story-body <box>37 339 258 461</box>
contact-links: website hosadigantha.com | E-paper epaper.hosadigantha.com | Email diganthamlr@gmail.com | Twitter HosadiganthaWeb <box>164 168 1019 184</box>
quote-attribution: ● ಡಾ. ಶಿವಕುಮಾರ್, ವೈದ್ಯರು <box>932 457 1055 471</box>
left-story-2 <box>37 757 258 944</box>
quote-text: ಉಡುಪಿ ವಿದ್ಯುತ್ ಸ್ಥಾವರವು ಅದಾನಿ ಸಮೂಹಕ್ಕೆ ಸೇರಿದ ನಂತರ ಹಲವಾರು ಸಾಮಾಜಿಕ ಬೆಳವಣಿಗೆ ಕಾರ್ಯಕ್ರಮಗಳನ್ನು ಅನುಷ್ಠಾನಕ್ಕೆ ತರುತ್ತಿದ್ದು, ಅವುಗಳಲ್ಲಿ ಶಿಕ್ಷಣ, ಆರೋಗ್ಯ ಮತ್ತು ಗ್ರಾಮೀಣ ಮೂಲ ಸೌಕರ್ಯ ಅಭಿವೃದ್ಧಿ ಪ್ರಮುಖವಾಗಿದೆ. <box>766 2033 978 2097</box>
left-story-1 <box>37 274 258 461</box>
dateline: ಸುಳ್ಯ: <box>306 359 328 372</box>
symptoms-box <box>787 335 925 494</box>
attribution-text: ಡಾ. ಶಿವಕುಮಾರ್, ವೈದ್ಯರು <box>946 457 1055 471</box>
school-photo <box>693 1461 1118 1617</box>
page-number: 6 <box>41 47 75 160</box>
college-photo <box>306 816 683 954</box>
story-text: ಉಡುಪಿ ಜಿಲ್ಲೆಯ ಕಾಪು ತಾಲೂಕಿನ ಎಲ್ಲೂರು ಗ್ರಾಮದಲ್ಲಿ ಕಾರ್ಯನಿರ್ವಹಿಸುತ್ತಿರುವ ಅದಾನಿ ಪವರ್ ಲಿಮಿಟೆಡ್ ಸಂಸ್ಥೆಯು ತನ್ನ ಸಿಎಸ್ ಆರ್ ಅಂಗವಾದ ಅದಾನಿ ಫೌಂಡೇಶನ್ ಮೂಲಕ ಎಲ್ಲೂರು ಗ್ರಾಮದಲ್ಲಿ ರೂ. 17 ಲಕ್ಷ ವೆಚ್ಚದಲ್ಲಿ ನಿರ್ಮಿಸಿದ ಮೂಲ ಸೌಕರ್ಯದ ಕಾಮಗಾರಿ ಉದ್ಘಾಟಿಸಿ, ರೂ. 20 ಲಕ್ಷ ಯೋಜನಾ ವೆಚ್ಚದ ನೂತನ ಕಾಮಗಾರಿಗಳಿಗೆ ಭೂಮಿ ಪೂಜೆ ನೆರವೇರಿಸಿತು. <box>46 1980 276 2098</box>
divider <box>1126 541 1402 548</box>
bottom-subhead: ಅದಾನಿ ಸಿಎಸ್‌ಆರ್ ನಿಧಿಯಡಿ ಎಲ್ಲೂರು ಗ್ರಾಮದಲ್ಲಿ 17 ಲ.ರೂ. ಕಾಮಗಾರಿ ಉದ್ಘಾಟನೆ, 20 ಲ.ರೂ. ವೆಚ್ಚದ ಕಾಮಗಾರಿಗೆ ಭೂಮಿಪೂಜೆ <box>55 1868 1326 1903</box>
anganwadi-item-1 <box>1151 731 1494 948</box>
paper-name: ಹೊಸದಿಗಂತ <box>119 57 194 79</box>
story-body <box>704 965 900 1361</box>
quote-icon <box>932 335 965 376</box>
attribution-text: ಕಿಶೋರ್ ಆಳ್ವ <box>780 2104 836 2118</box>
qr-code-pattern <box>1313 63 1363 140</box>
divider <box>306 348 490 349</box>
dotted-rule <box>37 261 155 262</box>
lead-subhead: ಸುಳ್ಯ ತಾಲೂಕಿನಾದ್ಯಂತ ಹೆಚ್ಚುತ್ತಿದೆ ಬೀದಿ ನಾಯಿಗಳ ಹಾವಳಿ | ಎಚ್ಚರಿಕೆ ವಹಿಸಲು ವೈದ್ಯಾಧಿಕಾರಿಗಳ ಸೂಚನೆ <box>306 203 1332 239</box>
quote-text: ಮನೆಯಲ್ಲಿನ ಯಾವುದೇ ಸಾಕು ಪ್ರಾಣಿಗಳು ಅಥವಾ ಇತರೆ ಪ್ರಾಣಿಗಳ ಕಡಿತವಾದಲ್ಲಿ ಮುಂಜಾಗ್ರತಾ ಕ್ರಮವಾಗಿ ಚುಚ್ಚುಮದ್ದು ಪಡೆಯಬೇಕು. ಅಲ್ಲದೇ ಸ್ಥಳೀಯರಿಗೆ ಕೂಡಲೇ ಮಾಹಿತಿ ಕೊಡಬೇಕು. ಇದೀಗ ಸಂಪಾಜೆಯ ಪ್ರಕರಣದಲ್ಲಿ ಸಾರ್ವಜನಿಕರು ಆತಂಕ ಪಡುವ ಆಗತ್ಯವಿಲ್ಲ. ನಾಯಿ ಅಥವಾ ಬೆಕ್ಕು ಕಡಿತಗೊಂಡಲ್ಲಿ ತಡಮಾಡದೇ ಪ್ರಾಥಮಿಕ ಆರೋಗ್ಯ ಕೇಂದ್ರಕ್ಕೆ ತೆರಳಿ ಅಲ್ಲಿನ ಸೂಚನೆ ಪಡೆದು ಚಿಕಿತ್ಸೆ ಪಡೆದುಕೊಳ್ಳಬೇಕು. <box>1175 382 1396 499</box>
twitter-label: Twitter <box>841 168 888 184</box>
divider <box>766 2123 987 2130</box>
lead-body-4: ಪ್ರಾಣಿಗಳಿಂದ ಮನುಷ್ಯರಿಗೆ ಅಂಟು ರೋಗವಾಗಿ ಹರಡುವುದಿಲ್ಲ. ಇದು ಪ್ರಾಣಿಗಳಿಗೆ ರೇಬಿಸ್ ಇರುವ ನಾಯಿಗಳು ಕಚ್ಚಿದಾಗ ನಾಯಿಯ ಜೊಲ್ಲಿನ ಮೂಲಕ ಹರಡುತ್ತದೆ. ಹಾಗಾಗಿ ನಾಯಿ ಕಚ್ಚಿದರೆ ತಕ್ಷಣ ಚುಚ್ಚುಮದ್ದು ಪಡೆಯಬೇಕು. ಮೊದಲ ದಿನ, 3ನೇ ದಿನ, 7ನೇ ದಿನ, 21ನೇ ದಿನದಂದು ಚುಚ್ಚುಮದ್ದು ಪಡೆಯಬೇಕು ಎಂದು ವೈದ್ಯರು ತಿಳಿಸಿದ್ದಾರೆ. <box>932 554 1116 672</box>
side-panel <box>1127 728 1140 1363</box>
